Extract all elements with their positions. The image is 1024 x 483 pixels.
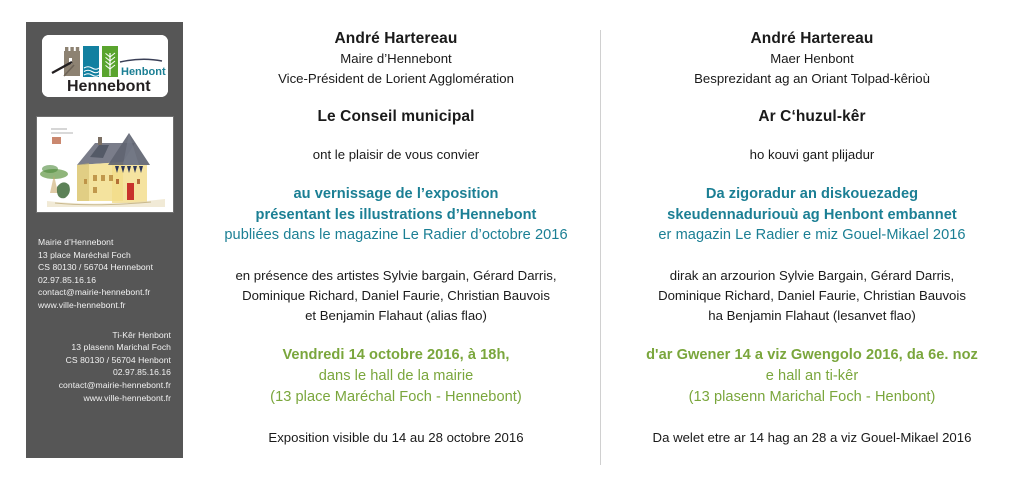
event-date-br: d'ar Gwener 14 a viz Gwengolo 2016, da 6e. noz — [646, 346, 978, 363]
address-br-line-3: CS 80130 / 56704 Henbont — [65, 354, 171, 365]
exhibition-line1-fr: au vernissage de l’exposition — [293, 186, 499, 202]
mairie-address-breton — [35, 329, 171, 405]
hennebont-logo — [42, 35, 168, 97]
address-br-line-2: 13 plasenn Marichal Foch — [71, 342, 171, 353]
address-br-email[interactable]: contact@mairie-hennebont.fr — [58, 379, 171, 390]
exhibition-dates-br: Da welet etre ar 14 hag an 28 a viz Gouel-Mikael 2016 — [652, 429, 972, 445]
mayor-role-line1-fr: Maire d’Hennebont — [340, 51, 452, 66]
artists-line2-fr: Dominique Richard, Daniel Faurie, Christian Bauvois — [242, 287, 550, 303]
event-address-br: (13 plasenn Marichal Foch - Henbont) — [688, 388, 936, 405]
exhibition-line3-fr: publiées dans le magazine Le Radier d’octobre 2016 — [224, 227, 568, 243]
event-date-fr: Vendredi 14 octobre 2016, à 18h, — [282, 346, 510, 363]
exhibition-dates-fr: Exposition visible du 14 au 28 octobre 2016 — [268, 429, 524, 445]
watercolor-illustration-art — [37, 117, 173, 212]
watercolor-building-illustration — [37, 117, 173, 212]
exhibition-block-br — [612, 184, 1012, 246]
address-fr-line-2: 13 place Maréchal Foch — [38, 249, 131, 260]
invitation-text-breton — [612, 28, 1012, 447]
svg-text:Henbont: Henbont — [120, 66, 166, 78]
address-br-website[interactable]: www.ville-hennebont.fr — [83, 392, 171, 403]
address-fr-line-1: Mairie d’Hennebont — [38, 237, 114, 247]
mairie-address-french — [38, 236, 174, 312]
council-title-fr: Le Conseil municipal — [317, 108, 475, 125]
exhibition-line2-br: skeudennaduriouù ag Henbont embannet — [667, 206, 957, 223]
mayor-role-line2-fr: Vice-Président de Lorient Agglomération — [278, 70, 514, 86]
mayor-role-line1-br: Maer Henbont — [770, 51, 854, 66]
exhibition-line3-br: er magazin Le Radier e miz Gouel-Mikael 2016 — [658, 227, 966, 243]
exhibition-line1-br: Da zigoradur an diskouezadeg — [705, 186, 919, 202]
invitation-text-french — [196, 28, 596, 447]
hennebont-logo-icon — [42, 35, 168, 97]
address-fr-phone: 02.97.85.16.16 — [38, 274, 97, 285]
artists-line2-br: Dominique Richard, Daniel Faurie, Christian Bauvois — [658, 287, 966, 303]
invitation-phrase-br: ho kouvi gant plijadur — [749, 147, 875, 162]
council-title-br: Ar C‘huzul-kêr — [758, 108, 866, 125]
address-fr-line-3: CS 80130 / 56704 Hennebont — [38, 262, 154, 273]
mayor-role-line2-br: Besprezidant ag an Oriant Tolpad-kêrioù — [694, 70, 930, 86]
event-venue-br: e hall an ti-kêr — [765, 367, 859, 384]
exhibition-line2-fr: présentant les illustrations d’Hennebont — [255, 206, 537, 223]
artists-line3-br: ha Benjamin Flahaut (lesanvet flao) — [708, 307, 916, 323]
address-fr-email[interactable]: contact@mairie-hennebont.fr — [38, 287, 151, 298]
address-fr-website[interactable]: www.ville-hennebont.fr — [38, 299, 126, 310]
mayor-name-br: André Hartereau — [750, 30, 874, 47]
address-br-line-1: Ti-Kêr Henbont — [112, 329, 171, 340]
artists-line3-fr: et Benjamin Flahaut (alias flao) — [305, 307, 487, 323]
invitation-phrase-fr: ont le plaisir de vous convier — [312, 147, 480, 162]
sidebar — [26, 22, 183, 458]
mayor-name-fr: André Hartereau — [334, 30, 458, 47]
artists-line1-br: dirak an arzourion Sylvie Bargain, Gérard Darris, — [669, 267, 955, 283]
event-details-block-fr — [196, 345, 596, 408]
event-address-fr: (13 place Maréchal Foch - Hennebont) — [270, 388, 522, 405]
exhibition-block-fr — [196, 184, 596, 246]
address-br-phone: 02.97.85.16.16 — [112, 367, 171, 378]
artists-block-br — [612, 266, 1012, 326]
artists-block-fr — [196, 266, 596, 326]
column-divider — [600, 30, 601, 465]
svg-text:Hennebont: Hennebont — [66, 78, 151, 95]
artists-line1-fr: en présence des artistes Sylvie bargain, Gérard Darris, — [235, 267, 557, 283]
event-venue-fr: dans le hall de la mairie — [318, 367, 474, 384]
event-details-block-br — [612, 345, 1012, 408]
